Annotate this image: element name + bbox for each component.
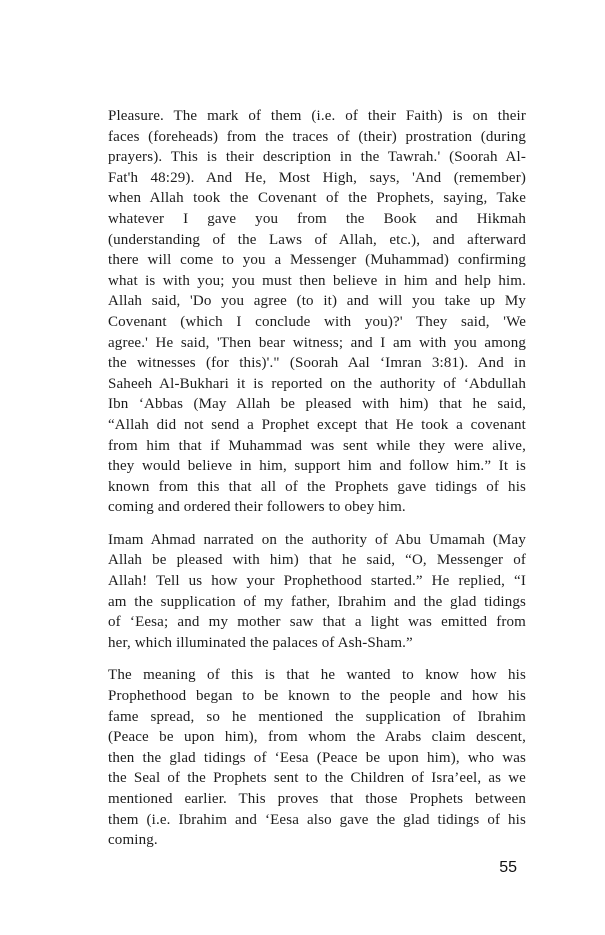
text-line: then the glad tidings of ‘Eesa (Peace be upon him), who was (108, 749, 526, 766)
page-number: 55 (499, 859, 517, 876)
text-line: Allah be pleased with him) that he said, “O, Messenger of (108, 552, 526, 569)
text-line: Imam Ahmad narrated on the authority of Abu Umamah (May (108, 531, 526, 548)
text-line: her, which illuminated the palaces of Ash-Sham.” (108, 634, 413, 651)
text-line: Allah! Tell us how your Prophethood started.” He replied, “I (108, 573, 526, 590)
text-line: Allah said, 'Do you agree (to it) and will you take up My (108, 293, 526, 310)
text-line: what is with you; you must then believe in him and help him. (108, 272, 526, 289)
text-line: mentioned earlier. This proves that those Prophets between (108, 791, 526, 807)
text-line: they would believe in him, support him and follow him.” It is (108, 458, 526, 475)
paragraph (108, 106, 526, 518)
paragraph (108, 530, 526, 654)
text-line: them (i.e. Ibrahim and ‘Eesa also gave the glad tidings of his (108, 811, 526, 828)
text-line: Prophethood began to be known to the people and how his (108, 688, 526, 705)
text-line: the Seal of the Prophets sent to the Children of Isra’eel, as we (108, 770, 526, 787)
text-line: Covenant (which I conclude with you)?' They said, 'We (108, 313, 526, 330)
text-line: Fat'h 48:29). And He, Most High, says, 'And (remember) (108, 169, 526, 186)
text-line: the witnesses (for this)'." (Soorah Aal ‘Imran 3:81). And in (108, 355, 526, 372)
text-line: whatever I gave you from the Book and Hikmah (108, 210, 526, 227)
text-line: Saheeh Al-Bukhari it is reported on the authority of ‘Abdullah (108, 375, 526, 392)
page-body (108, 106, 526, 863)
text-line: (understanding of the Laws of Allah, etc.), and afterward (108, 231, 526, 248)
text-line: fame spread, so he mentioned the supplication of Ibrahim (108, 708, 526, 725)
text-line: faces (foreheads) from the traces of (their) prostration (during (108, 128, 526, 145)
text-line: Pleasure. The mark of them (i.e. of their Faith) is on their (108, 108, 526, 124)
text-line: from him that if Muhammad was sent while they were alive, (108, 437, 526, 454)
text-line: there will come to you a Messenger (Muhammad) confirming (108, 252, 526, 269)
text-line: (Peace be upon him), from whom the Arabs claim descent, (108, 729, 526, 746)
text-line: The meaning of this is that he wanted to know how his (108, 667, 526, 684)
text-line: “Allah did not send a Prophet except that He took a covenant (108, 416, 526, 433)
text-line: when Allah took the Covenant of the Prophets, saying, Take (108, 190, 526, 207)
paragraph (108, 665, 526, 850)
text-line: prayers). This is their description in the Tawrah.' (Soorah Al- (108, 149, 526, 166)
text-line: known from this that all of the Prophets gave tidings of his (108, 478, 526, 495)
text-line: Ibn ‘Abbas (May Allah be pleased with him) that he said, (108, 396, 526, 413)
text-line: of ‘Eesa; and my mother saw that a light was emitted from (108, 614, 526, 631)
text-line: coming. (108, 832, 158, 849)
text-line: agree.' He said, 'Then bear witness; and I am with you among (108, 334, 526, 351)
text-line: coming and ordered their followers to obey him. (108, 499, 406, 516)
text-line: am the supplication of my father, Ibrahim and the glad tidings (108, 593, 526, 610)
